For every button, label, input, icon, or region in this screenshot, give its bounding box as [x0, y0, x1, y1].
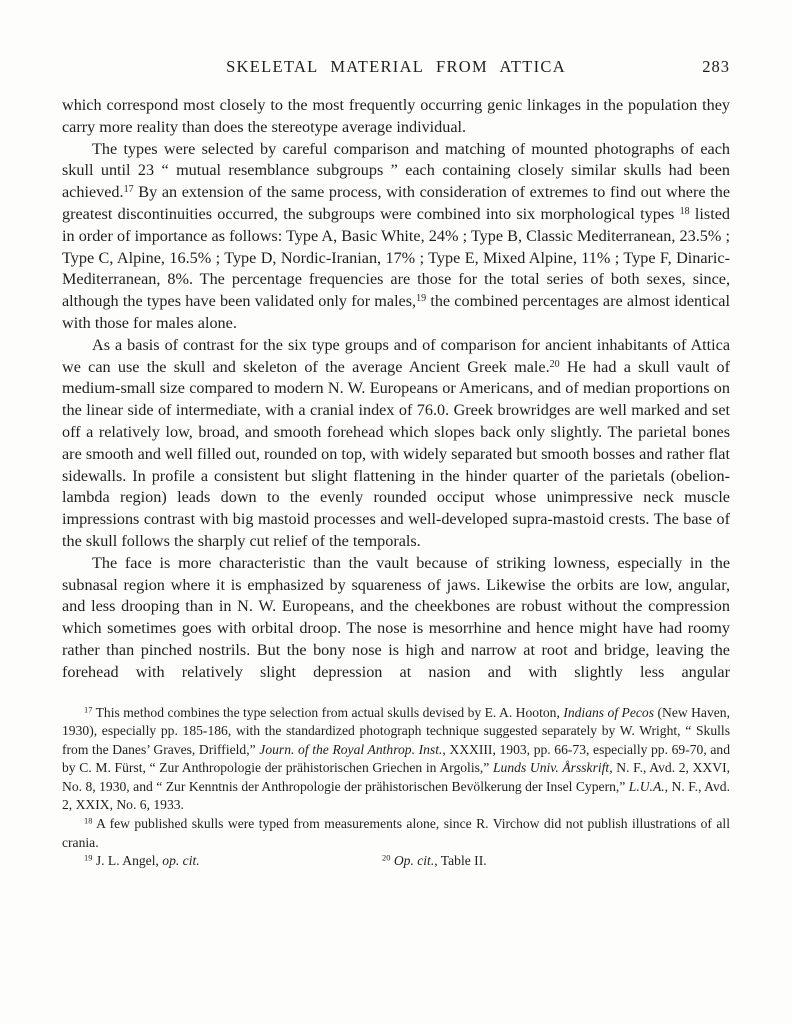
body-paragraph-skull: As a basis of contrast for the six type groups and of comparison for ancient inhabitants of Attica we can use the skull and skeleton of the average Ancient Greek male.$^{20}$ He had a skull vault of medium-small size compared to modern N. W. Europeans or Americans, and of median proportions on the linear side of intermediate, with a cranial index of 76.0. Greek browridges are well marked and set off a relatively low, broad, and smooth forehead which slopes back only slightly. The parietal bones are smooth and well filled out, rounded on top, with widely separated but smooth bosses and rather flat sidewalls. In profile a consistent but slight flattening in the hinder quarter of the parietals (obelion-lambda region) leads down to the evenly rounded occiput whose unimpressive neck muscle impressions contrast with big mastoid processes and well-developed supra-mastoid crests. The base of the skull follows the sharply cut relief of the temporals. [62, 335, 730, 550]
footnote-19: $^{19}$ J. L. Angel, op. cit. [84, 852, 200, 869]
footnote-18: $^{18}$ A few published skulls were typed from measurements alone, since R. Virchow did not publish illustrations of all crania. [62, 815, 730, 850]
footnotes-section [62, 704, 730, 871]
running-header [62, 57, 730, 79]
footnote-17: $^{17}$ This method combines the type selection from actual skulls devised by E. A. Hooton, Indians of Pecos (New Haven, 1930), especially pp. 185-186, with the standardized photograph technique suggested separately by W. Wright, “ Skulls from the Danes’ Graves, Driffield,” Journ. of the Royal Anthrop. Inst., XXXIII, 1903, pp. 66-73, especially pp. 69-70, and by C. M. Fürst, “ Zur Anthropologie der prähistorischen Griechen in Argolis,” Lunds Univ. Årsskrift, N. F., Avd. 2, XXVI, No. 8, 1930, and “ Zur Kenntnis der Anthropologie der prähistorischen Bevölkerung der Insel Cypern,” L.U.A., N. F., Avd. 2, XXIX, No. 6, 1933. [62, 704, 730, 813]
running-head-title: SKELETAL MATERIAL FROM ATTICA [226, 57, 566, 76]
body-paragraph-types: The types were selected by careful comparison and matching of mounted photographs of each skull until 23 “ mutual resemblance subgroups ” each containing closely similar skulls had been achieved.$^{17}$ By an extension of the same process, with consideration of extremes to find out where the greatest discontinuities occurred, the subgroups were combined into six morphological types $^{18}$ listed in order of importance as follows: Type A, Basic White, 24% ; Type B, Classic Mediterranean, 23.5% ; Type C, Alpine, 16.5% ; Type D, Nordic-Iranian, 17% ; Type E, Mixed Alpine, 11% ; Type F, Dinaric-Mediterranean, 8%. The percentage frequencies are those for the total series of both sexes, since, although the types have been validated only for males,$^{19}$ the combined percentages are almost identical with those for males alone. [62, 139, 730, 332]
page-number: 283 [702, 57, 730, 76]
footnote-row-19-20 [62, 852, 730, 871]
body-paragraph-continuation: which correspond most closely to the most frequently occurring genic linkages in the population they carry more reality than does the stereotype average individual. [62, 96, 730, 136]
body-paragraph-face: The face is more characteristic than the vault because of striking lowness, especially in the subnasal region where it is emphasized by squareness of jaws. Likewise the orbits are low, angular, and less drooping than in N. W. Europeans, and the cheekbones are robust without the compression which sometimes goes with orbital droop. The nose is mesorrhine and hence might have had roomy rather than pinched nostrils. But the bony nose is high and narrow at root and bridge, leaving the forehead with relatively slight depression at nasion and with slightly less angular [62, 553, 730, 681]
article-body [62, 95, 730, 871]
footnote-20: $^{20}$ Op. cit., Table II. [382, 852, 487, 869]
